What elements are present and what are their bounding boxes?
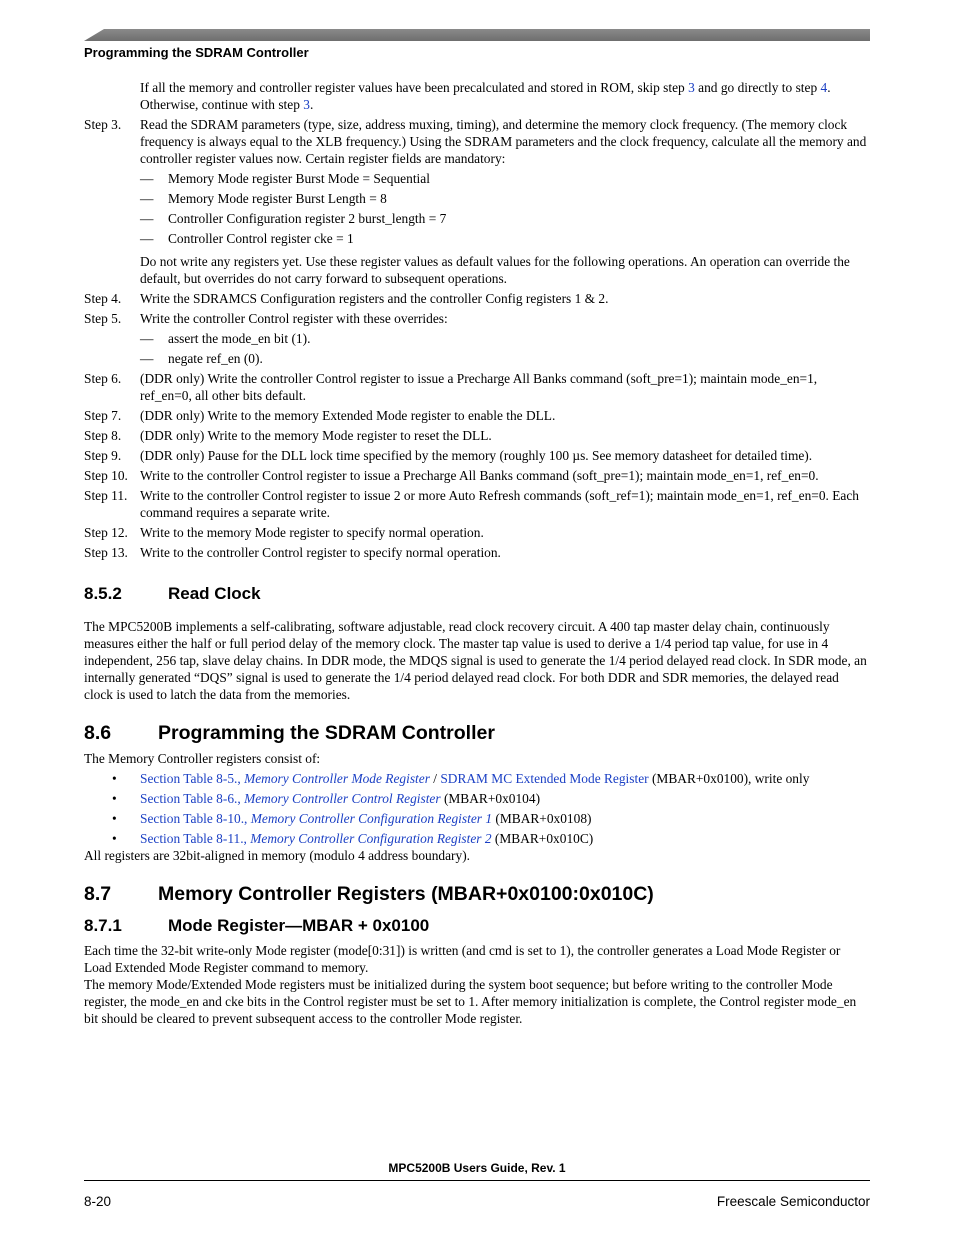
section-heading-8-7 [84, 883, 870, 905]
section-ref-link[interactable]: Section Table 8-10., [140, 811, 248, 826]
step-label: Step 11. [84, 488, 128, 503]
step-10 [84, 467, 870, 484]
step-text: (DDR only) Write to the memory Mode register to reset the DLL. [140, 428, 492, 443]
step-label: Step 5. [84, 311, 122, 326]
step-3-link[interactable]: 3 [688, 80, 695, 95]
step-text: (DDR only) Write to the memory Extended Mode register to enable the DLL. [140, 408, 556, 423]
step-13 [84, 544, 870, 561]
step-text: Write the SDRAMCS Configuration registers and the controller Config registers 1 & 2. [140, 291, 609, 306]
list-item: — Controller Control register cke = 1 [140, 231, 354, 246]
intro-text: . [309, 97, 314, 112]
footer-doc-title: MPC5200B Users Guide, Rev. 1 [388, 1161, 566, 1175]
step-3-link[interactable]: 3 [303, 97, 310, 112]
registers-intro: The Memory Controller registers consist of: [84, 751, 321, 766]
list-item: • Section Table 8-10., Memory Controller Configuration Register 1 (MBAR+0x0108) [112, 811, 592, 826]
section-ref-link[interactable]: Section Table 8-5., [140, 771, 241, 786]
step-5 [84, 310, 870, 327]
step-7 [84, 407, 870, 424]
footer-divider [84, 1180, 870, 1181]
list-item: — Controller Configuration register 2 burst_length = 7 [140, 211, 447, 226]
section-title: Memory Controller Registers (MBAR+0x0100:0x010C) [158, 883, 654, 905]
list-item: • Section Table 8-6., Memory Controller Control Register (MBAR+0x0104) [112, 791, 541, 806]
page-body [84, 79, 870, 1027]
list-item: — Memory Mode register Burst Length = 8 [140, 191, 387, 206]
step-text: Write to the memory Mode register to specify normal operation. [140, 525, 484, 540]
section-title: Programming the SDRAM Controller [158, 722, 495, 744]
header-decoration-bar [84, 29, 870, 41]
step-3-note: Do not write any registers yet. Use these register values as default values for the following operations. An operation can override the default, but overrides do not carry forward to subsequent operations. [140, 254, 850, 286]
step-6 [84, 370, 870, 404]
section-heading-8-7-1 [84, 917, 870, 934]
step-text: Write the controller Control register with these overrides: [140, 311, 448, 326]
step-label: Step 6. [84, 371, 122, 386]
list-item: — negate ref_en (0). [140, 351, 263, 366]
section-number: 8.7.1 [84, 916, 122, 935]
step-label: Step 12. [84, 525, 128, 540]
section-number: 8.5.2 [84, 584, 122, 603]
intro-text: Otherwise, continue with step [140, 97, 304, 112]
register-title-link[interactable]: Memory Controller Configuration Register 1 [250, 811, 493, 826]
registers-outro: All registers are 32bit-aligned in memory (modulo 4 address boundary). [84, 848, 471, 863]
intro-text: . [827, 80, 831, 95]
step-text: (DDR only) Pause for the DLL lock time specified by the memory (roughly 100 µs. See memory datasheet for detailed time). [140, 448, 813, 463]
step-4-link[interactable]: 4 [820, 80, 828, 95]
list-item: — assert the mode_en bit (1). [140, 331, 311, 346]
section-title: Read Clock [168, 584, 261, 603]
step-12 [84, 524, 870, 541]
section-number: 8.6 [84, 722, 112, 744]
step-text: Write to the controller Control register to specify normal operation. [140, 545, 501, 560]
step-3 [84, 116, 870, 167]
step-11 [84, 487, 870, 521]
step-label: Step 7. [84, 408, 122, 423]
section-ref-link[interactable]: Section Table 8-11., [140, 831, 247, 846]
page-number: 8-20 [84, 1194, 112, 1209]
step-text: Write to the controller Control register to issue a Precharge All Banks command (soft_pre=1); maintain mode_en=1, ref_en=0. [140, 468, 819, 483]
register-title-link[interactable]: Memory Controller Mode Register [244, 771, 430, 786]
intro-text: If all the memory and controller register values have been precalculated and stored in ROM, skip step [140, 80, 689, 95]
register-title-link[interactable]: Memory Controller Configuration Register 2 [250, 831, 492, 846]
step-label: Step 10. [84, 468, 128, 483]
step-label: Step 3. [84, 117, 122, 132]
section-number: 8.7 [84, 883, 112, 905]
running-header: Programming the SDRAM Controller [84, 45, 309, 60]
register-title-link[interactable]: Memory Controller Control Register [244, 791, 441, 806]
list-item: — Memory Mode register Burst Mode = Sequential [140, 171, 430, 186]
list-item: • Section Table 8-11., Memory Controller Configuration Register 2 (MBAR+0x010C) [112, 831, 594, 846]
section-heading-8-6 [84, 722, 870, 744]
footer-company: Freescale Semiconductor [716, 1194, 870, 1209]
step-label: Step 4. [84, 291, 122, 306]
section-ref-link[interactable]: Section Table 8-6., [140, 791, 241, 806]
list-item: • Section Table 8-5., Memory Controller Mode Register / SDRAM MC Extended Mode Register (MBAR+0x0100), write only [112, 771, 810, 786]
step-text: Read the SDRAM parameters (type, size, address muxing, timing), and determine the memory clock frequency. (The memory clock frequency is always equal to the XLB frequency.) Using the SDRAM parameters and the clock frequency, calculate all the memory and controller register values now. Certain register fields are mandatory: [140, 117, 867, 166]
step-8 [84, 427, 870, 444]
step-4 [84, 290, 870, 307]
section-title: Mode Register—MBAR + 0x0100 [168, 916, 430, 935]
step-text: (DDR only) Write the controller Control register to issue a Precharge All Banks command (soft_pre=1); maintain mode_en=1, ref_en=0, all other bits default. [140, 371, 818, 403]
step-9 [84, 447, 870, 464]
step-text: Write to the controller Control register to issue 2 or more Auto Refresh commands (soft_ref=1); maintain mode_en=1, ref_en=0. Each command requires a separate write. [140, 488, 859, 520]
read-clock-paragraph: The MPC5200B implements a self-calibrating, software adjustable, read clock recovery circuit. A 400 tap master delay chain, continuously measures either the half or full period delay of the memory clock. The master tap value is used to derive a 1/4 period tap value, for use in 4 independent, 256 tap, slave delay chains. In DDR mode, the MDQS signal is used to generate the 1/4 period delayed read clock. In SDR mode, an internally generated “DQS” signal is used to generate the 1/4 period delayed read clock. For both DDR and SDR memories, the delayed read clock is used to latch the data from the memories. [84, 619, 867, 702]
extended-mode-link[interactable]: SDRAM MC Extended Mode Register [440, 771, 649, 786]
step-label: Step 13. [84, 545, 128, 560]
intro-paragraph [140, 79, 870, 113]
mode-register-paragraph-1: Each time the 32-bit write-only Mode register (mode[0:31]) is written (and cmd is set to 1), the controller generates a Load Mode Register or Load Extended Mode Register command to memory. [84, 943, 841, 975]
mode-register-paragraph-2: The memory Mode/Extended Mode registers must be initialized during the system boot sequence; but before writing to the controller Mode register, the mode_en and cke bits in the Control register must be set to 1. After memory initialization is complete, the Control register mode_en bit should be cleared to prevent subsequent access to the controller Mode register. [84, 977, 857, 1026]
step-label: Step 9. [84, 448, 122, 463]
step-label: Step 8. [84, 428, 122, 443]
intro-text: and go directly to step [694, 80, 821, 95]
section-heading-8-5-2 [84, 585, 870, 602]
